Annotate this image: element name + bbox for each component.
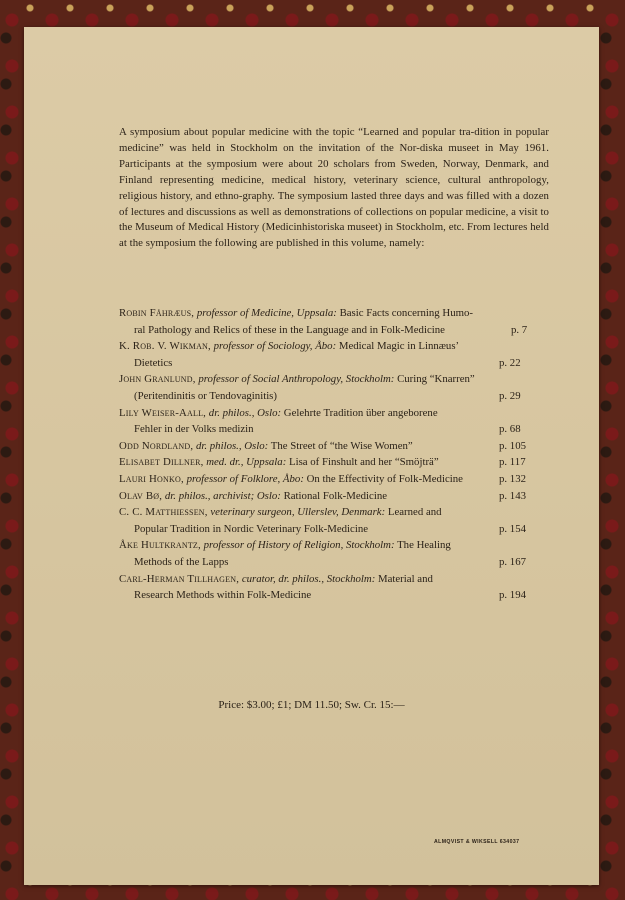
entry-role: professor of History of Religion, Stockholm: — [203, 539, 395, 552]
entry-author: Carl-Herman Tillhagen, — [119, 572, 240, 585]
entry-page: p. 143 — [499, 489, 526, 502]
list-item — [119, 338, 549, 371]
entry-author: K. Rob. V. Wikman, — [119, 340, 211, 353]
entry-title: Learned and — [387, 506, 442, 519]
entry-title: Rational Folk-Medicine — [283, 489, 388, 502]
entry-author: Åke Hultkrantz, — [119, 539, 201, 552]
entry-role: professor of Folklore, Åbo: — [186, 472, 304, 485]
entry-author: Olav Bø, — [119, 489, 163, 502]
entry-title-cont: Research Methods within Folk-Medicine — [134, 589, 312, 602]
entry-author: Odd Nordland, — [119, 439, 194, 452]
entry-author: Lauri Honko, — [119, 472, 184, 485]
list-item — [119, 471, 549, 488]
entry-title: Basic Facts concerning Humo- — [339, 307, 473, 319]
entry-page: p. 132 — [499, 472, 526, 485]
entry-author: C. C. Matthiessen, — [119, 506, 208, 519]
entry-role: veterinary surgeon, Ullerslev, Denmark: — [210, 506, 386, 519]
entry-page: p. 7 — [511, 323, 528, 336]
entry-page: p. 29 — [499, 389, 521, 402]
entry-title: Curing “Knarren” — [397, 373, 475, 386]
entry-title-cont: ral Pathology and Relics of these in the Language and in Folk-Medicine — [134, 323, 445, 336]
entry-page: p. 194 — [499, 589, 526, 602]
entry-title: Gelehrte Tradition über angeborene — [283, 406, 438, 419]
list-item — [119, 371, 549, 404]
entry-page: p. 22 — [499, 356, 521, 369]
list-item — [119, 504, 549, 537]
entry-title-cont: Fehler in der Volks medizin — [134, 423, 254, 436]
back-cover — [24, 27, 599, 885]
entry-author: Lily Weiser-Aall, — [119, 406, 207, 419]
entry-title: Material and — [378, 572, 433, 585]
entry-role: professor of Social Anthropology, Stockholm: — [198, 373, 395, 386]
list-item — [119, 571, 549, 604]
entry-title-cont: Methods of the Lapps — [134, 555, 229, 568]
entry-role: dr. philos., archivist; Oslo: — [164, 489, 281, 502]
contents-list — [119, 305, 549, 604]
entry-role: professor of Medicine, Uppsala: — [196, 307, 337, 319]
list-item — [119, 537, 549, 570]
list-item — [119, 454, 549, 471]
list-item — [119, 305, 549, 338]
entry-page: p. 117 — [499, 456, 526, 469]
entry-title: Medical Magic in Linnæus’ — [338, 340, 460, 353]
entry-page: p. 105 — [499, 439, 526, 452]
entry-title-cont: Popular Tradition in Nordic Veterinary Folk-Medicine — [134, 522, 369, 535]
entry-page: p. 167 — [499, 555, 526, 568]
printer-imprint: ALMQVIST & WIKSELL 634037 — [434, 839, 520, 845]
entry-page: p. 154 — [499, 522, 526, 535]
entry-role: professor of Sociology, Åbo: — [213, 340, 337, 353]
list-item — [119, 438, 549, 455]
price-line: Price: $3.00; £1; DM 11.50; Sw. Cr. 15:— — [218, 699, 405, 711]
intro-paragraph: A symposium about popular medicine with the topic “Learned and popular tra-dition in popular medicine” was held in Stockholm on the invitation of the Nor-diska museet in May 1961. Participants at the symposium were about 20 scholars from Sweden, Norway, Denmark, and Finland representing medicine, medical history, veterinary science, cultural anthropology, religious history, and ethno-graphy. The symposium lasted three days and was filled with a dozen of lectures and discussions as well as demonstrations of collections on popular medicine, a visit to the Museum of Medical History (Medicinhistoriska museet) in Stockholm, etc. From lectures held at the symposium the following are published in this volume, namely: — [119, 126, 549, 250]
entry-author: Elisabet Dillner, — [119, 456, 204, 469]
entry-page: p. 68 — [499, 423, 521, 436]
entry-title: Lisa of Finshult and her “Smöjträ” — [289, 456, 439, 469]
entry-role: curator, dr. philos., Stockholm: — [241, 572, 376, 585]
entry-role: dr. philos., Oslo: — [208, 406, 282, 419]
entry-role: med. dr., Uppsala: — [206, 456, 287, 469]
list-item — [119, 405, 549, 438]
list-item — [119, 488, 549, 505]
entry-title: On the Effectivity of Folk-Medicine — [306, 472, 463, 485]
entry-title-cont: Dietetics — [134, 356, 173, 369]
entry-title: The Healing — [397, 539, 451, 552]
entry-author: Robin Fåhræus, — [119, 307, 195, 319]
entry-title-cont: (Peritendinitis or Tendovaginitis) — [134, 389, 277, 402]
entry-title: The Street of “the Wise Women” — [270, 439, 413, 452]
entry-role: dr. philos., Oslo: — [195, 439, 269, 452]
entry-author: John Granlund, — [119, 373, 196, 386]
